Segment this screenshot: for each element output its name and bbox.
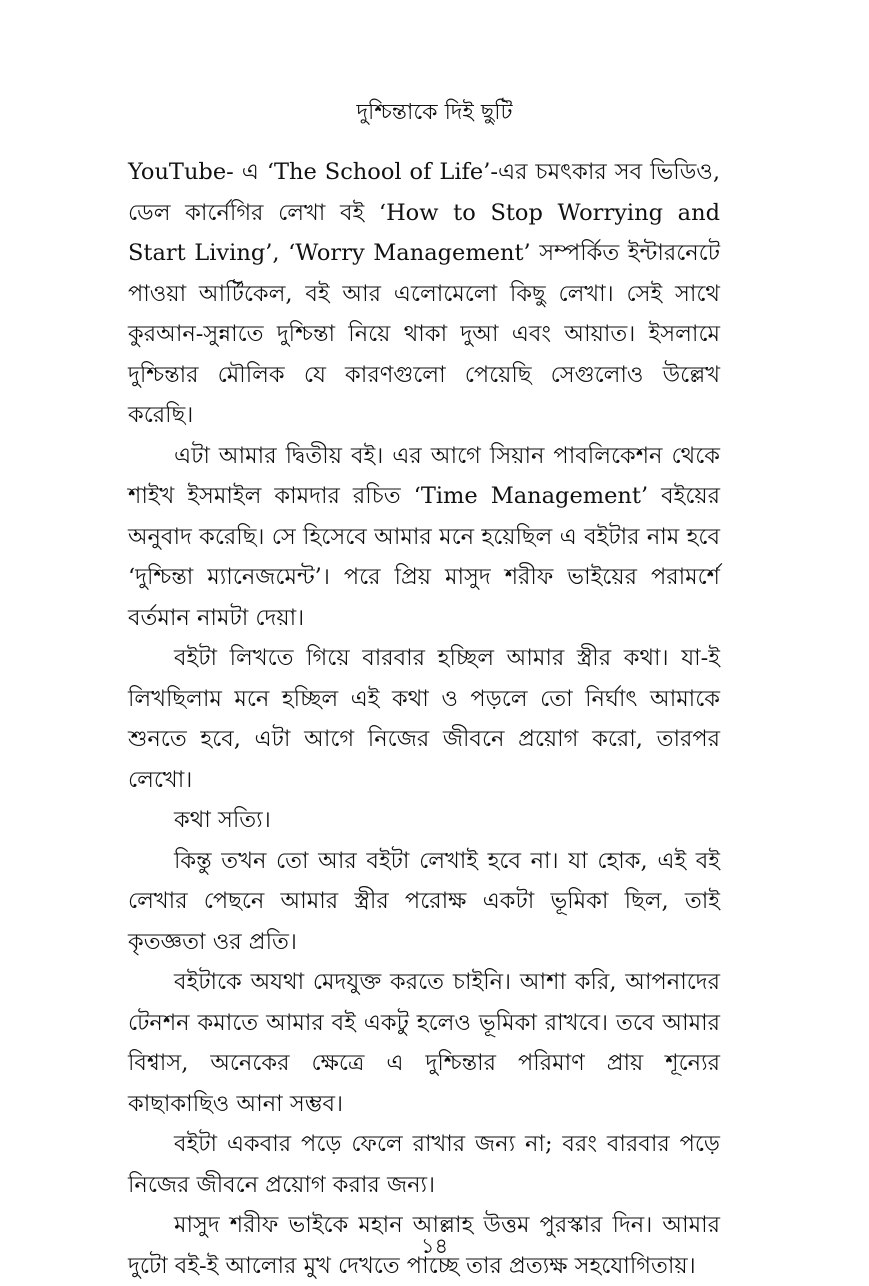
running-title: দুশ্চিন্তাকে দিই ছুটি [356,100,513,125]
paragraph-8: মাসুদ শরীফ ভাইকে মহান আল্লাহ উত্তম পুরস্কার দিন। আমার দুটো বই-ই আলোর মুখ দেখতে পাচ্ছে তার প্রত্যক্ষ সহযোগিতায়। [128,1212,720,1279]
page-number: ১৪ [420,1234,449,1258]
paragraph-6: বইটাকে অযথা মেদযুক্ত করতে চাইনি। আশা করি, আপনাদের টেনশন কমাতে আমার বই একটু হলেও ভূমিকা রাখবে। তবে আমার বিশ্বাস, অনেকের ক্ষেত্রে এ দুশ্চিন্তার পরিমাণ প্রায় শূন্যের কাছাকাছিও আনা সম্ভব। [128,969,720,1117]
paragraph-5: কিন্তু তখন তো আর বইটা লেখাই হবে না। যা হোক, এই বই লেখার পেছনে আমার স্ত্রীর পরোক্ষ একটা ভূমিকা ছিল, তাই কৃতজ্ঞতা ওর প্রতি। [128,847,720,955]
paragraph-3: বইটা লিখতে গিয়ে বারবার হচ্ছিল আমার স্ত্রীর কথা। যা-ই লিখছিলাম মনে হচ্ছিল এই কথা ও পড়লে তো নির্ঘাৎ আমাকে শুনতে হবে, এটা আগে নিজের জীবনে প্রয়োগ করো, তারপর লেখো। [128,645,720,793]
body-text [128,152,720,1286]
paragraph-2: এটা আমার দ্বিতীয় বই। এর আগে সিয়ান পাবলিকেশন থেকে শাইখ ইসমাইল কামদার রচিত ‘Time Management’ বইয়ের অনুবাদ করেছি। সে হিসেবে আমার মনে হয়েছিল এ বইটার নাম হবে ‘দুশ্চিন্তা ম্যানেজমেন্ট’। পরে প্রিয় মাসুদ শরীফ ভাইয়ের পরামর্শে বর্তমান নামটা দেয়া। [128,442,720,631]
paragraph-7: বইটা একবার পড়ে ফেলে রাখার জন্য না; বরং বারবার পড়ে নিজের জীবনে প্রয়োগ করার জন্য। [128,1131,720,1198]
paragraph-4: কথা সত্যি। [174,807,271,833]
paragraph-1: YouTube- এ ‘The School of Life’-এর চমৎকার সব ভিডিও, ডেল কার্নেগির লেখা বই ‘How to Stop Worrying and Start Living’, ‘Worry Management’ সম্পর্কিত ইন্টারনেটে পাওয়া আর্টিকেল, বই আর এলোমেলো কিছু লেখা। সেই সাথে কুরআন-সুন্নাতে দুশ্চিন্তা নিয়ে থাকা দুআ এবং আয়াত। ইসলামে দুশ্চিন্তার মৌলিক যে কারণগুলো পেয়েছি সেগুলোও উল্লেখ করেছি। [128,159,720,428]
